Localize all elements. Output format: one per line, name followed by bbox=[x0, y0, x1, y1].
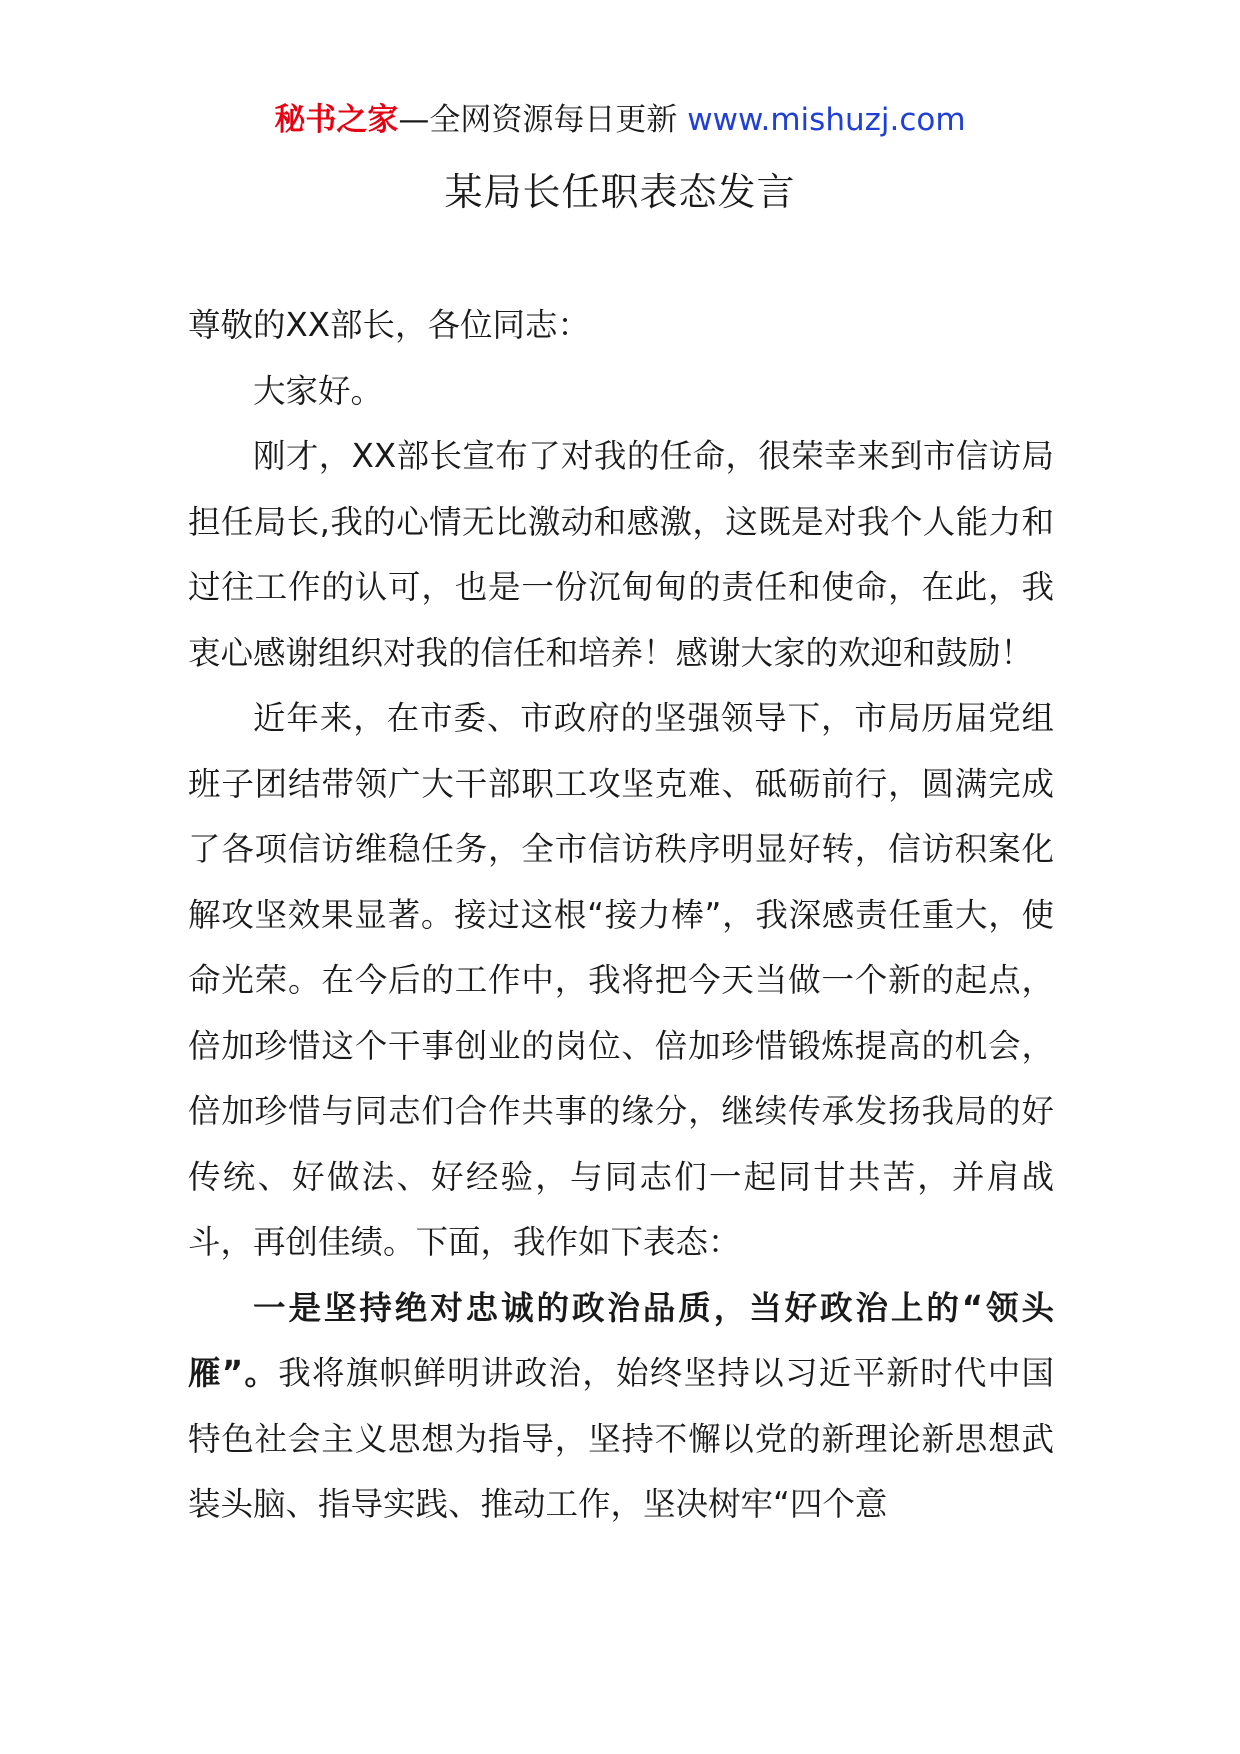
header-slogan: —全网资源每日更新 bbox=[398, 102, 688, 138]
salutation: 尊敬的XX部长，各位同志： bbox=[188, 306, 591, 344]
point-paragraph bbox=[188, 1276, 1054, 1538]
document-title: 某局长任职表态发言 bbox=[444, 170, 796, 214]
paragraph: 刚才，XX部长宣布了对我的任命，很荣幸来到市信访局担任局长,我的心情无比激动和感激，这既是对我个人能力和过往工作的认可，也是一份沉甸甸的责任和使命，在此，我衷心感谢组织对我的信任和培养！感谢大家的欢迎和鼓励！ bbox=[188, 437, 1054, 672]
document-body bbox=[188, 293, 1054, 1538]
greeting: 大家好。 bbox=[253, 371, 384, 410]
watermark-header bbox=[0, 98, 1240, 142]
site-url[interactable]: www.mishuzj.com bbox=[687, 102, 966, 138]
brand-name: 秘书之家 bbox=[274, 102, 399, 138]
point-heading: 一是坚持绝对忠诚的政治品质，当好政治上的“领头雁”。 bbox=[188, 1288, 1054, 1392]
point-body: 我将旗帜鲜明讲政治，始终坚持以习近平新时代中国特色社会主义思想为指导，坚持不懈以党的新理论新思想武装头脑、指导实践、推动工作，坚决树牢“四个意 bbox=[188, 1354, 1054, 1523]
paragraph: 近年来，在市委、市政府的坚强领导下，市局历届党组班子团结带领广大干部职工攻坚克难、砥砺前行，圆满完成了各项信访维稳任务，全市信访秩序明显好转，信访积案化解攻坚效果显著。接过这根“接力棒”，我深感责任重大，使命光荣。在今后的工作中，我将把今天当做一个新的起点，倍加珍惜这个干事创业的岗位、倍加珍惜锻炼提高的机会，倍加珍惜与同志们合作共事的缘分，继续传承发扬我局的好传统、好做法、好经验，与同志们一起同甘共苦，并肩战斗，再创佳绩。下面，我作如下表态： bbox=[188, 699, 1054, 1261]
